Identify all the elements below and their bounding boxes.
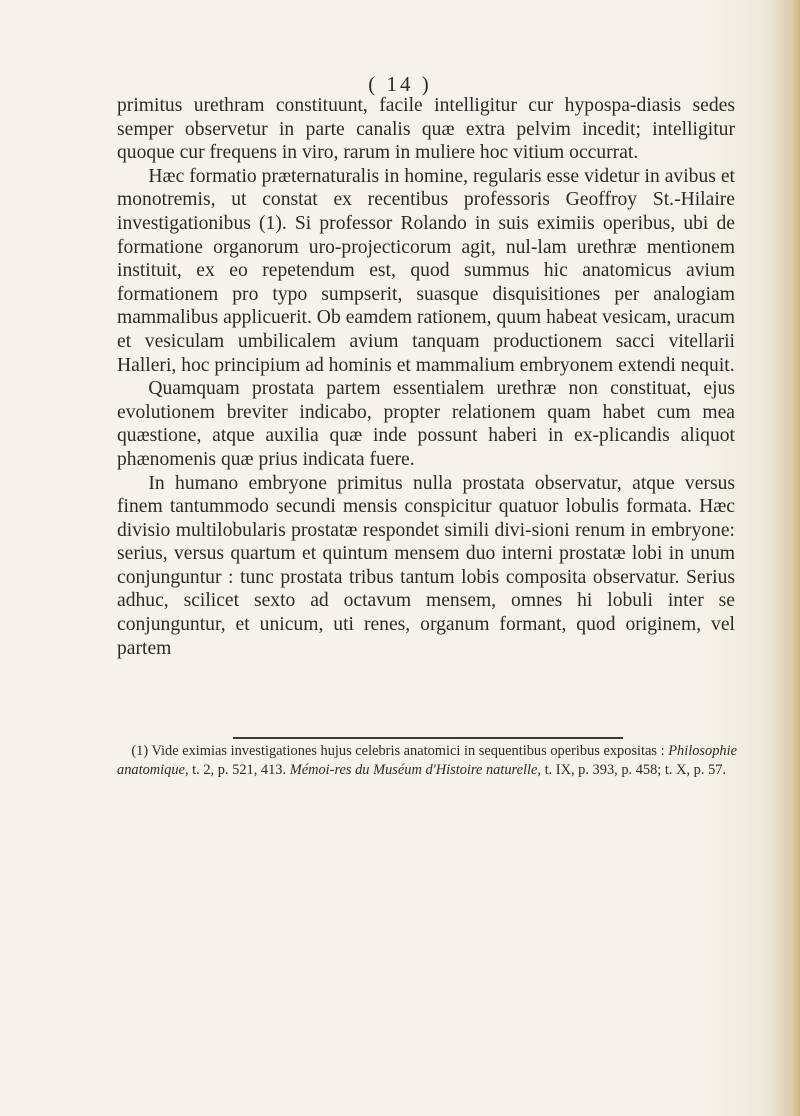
paragraph-3: Quamquam prostata partem essentialem urethræ non constituat, ejus evolutionem breviter indicabo, propter relationem quam habet cum mea quæstione, atque auxilia quæ inde possunt haberi in ex-plicandis aliquot phænomenis quæ prius indicata fuere. [117,378,735,470]
paragraph-2: Hæc formatio præternaturalis in homine, regularis esse videtur in avibus et monotremis, ut constat ex recentibus professoris Geoffroy St.-Hilaire investigationibus (1). Si professor Rolando in suis eximiis operibus, ubi de formatione organorum uro-projecticorum agit, nul-lam urethræ mentionem instituit, ex eo repetendum est, quod summus hic anatomicus avium formationem pro typo sumpserit, suasque disquisitiones per analogiam mammalibus applicuerit. Ob eamdem rationem, quum habeat vesicam, uracum et vesiculam umbilicalem avium tanquam productionem sacci vitellarii Halleri, hoc principium ad hominis et mammalium embryonem extendi nequit. [117,165,735,376]
paragraph-4: In humano embryone primitus nulla prostata observatur, atque versus finem tantummodo secundi mensis conspicitur quatuor lobulis formata. Hæc divisio multilobularis prostatæ respondet simili divi-sioni renum in embryone: serius, versus quartum et quintum mensem duo interni prostatæ lobi in unum conjunguntur : tunc prostata tribus tantum lobis composita observatur. Serius adhuc, scilicet sexto ad octavum mensem, omnes hi lobuli inter se conjunguntur, et unicum, uti renes, organum formant, quod originem, vel partem [117,472,735,659]
page-edge-shadow [770,0,800,1116]
footnote-text-1: Vide eximias investigationes hujus celebris anatomici in sequentibus operibus expositas : [151,743,665,759]
footnote-text-2: , t. 2, p. 521, 413. [184,762,287,778]
footnote-divider [233,737,623,739]
page-number: ( 14 ) [368,72,432,96]
footnote [117,742,737,780]
footnote-work-2: Mémoi-res du Muséum d'Histoire naturelle [289,762,538,778]
footnote-marker: (1) [131,743,149,759]
footnote-work-1: Philosophie anatomique [117,743,737,778]
footnote-text-3: , t. IX, p. 393, p. 458; t. X, p. 57. [537,762,727,778]
footnote-paragraph [117,742,737,780]
main-text [117,94,735,660]
paragraph-1: primitus urethram constituunt, facile intelligitur cur hypospa-diasis sedes semper observetur in parte canalis quæ extra pelvim incedit; intelligitur quoque cur frequens in viro, rarum in muliere hoc vitium occurrat. [117,95,735,164]
